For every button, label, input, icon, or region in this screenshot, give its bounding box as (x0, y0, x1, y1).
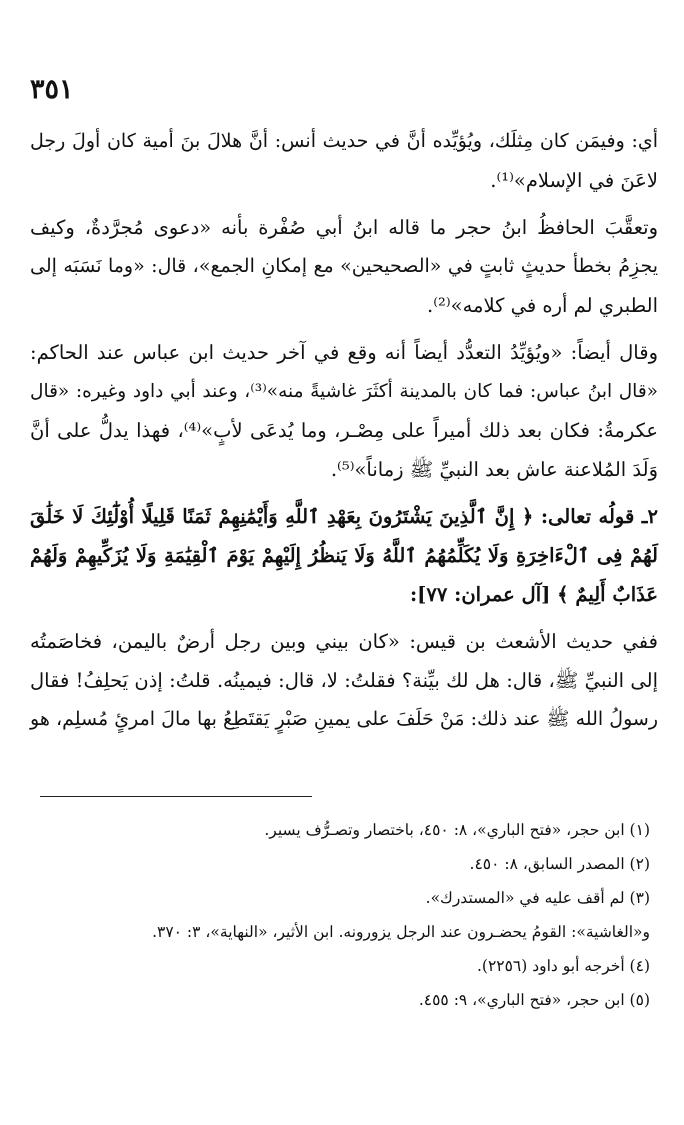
text-line: «قال ابنُ عباس: فما كان بالمدينة أكثَرَ غاشيةً منه»⁽³⁾، وعند أبي داود وغيره: «قال (30, 381, 658, 402)
text-line: عَذَابٌ أَلِيمٌ ﴾ [آل عمران: ٧٧]: (409, 583, 658, 606)
text-line: وقال أيضاً: «ويُؤيِّدُ التعدُّد أيضاً أنه وقع في آخر حديث ابن عباس عند الحاكم: (30, 341, 658, 364)
footnote-3-continuation: و«الغاشية»: القومُ يحضـرون عند الرجل يزورونه. ابن الأثير، «النهاية»، ٣: ٣٧٠. (152, 923, 650, 941)
text-line: رسولُ الله ﷺ عند ذلك: مَنْ حَلَفَ على يمينِ صَبْرٍ يَقتَطِعُ بها مالَ امرئٍ مُسلِم، هو (30, 708, 658, 730)
footnotes (30, 813, 650, 1017)
text-line: عكرمةُ: فكان بعد ذلك أميراً على مِصْـر، وما يُدعَى لأبٍ»⁽⁴⁾، فهذا يدلُّ على أنَّ (30, 419, 658, 442)
text-line: ففي حديث الأشعث بن قيس: «كان بيني وبين رجل أرضٌ باليمن، فخاصَمتُه (30, 630, 658, 653)
footnote-1: (١) ابن حجر، «فتح الباري»، ٨: ٤٥٠، باختصار وتصـرُّف يسير. (264, 821, 650, 839)
paragraph-2 (30, 208, 658, 325)
quran-verse-paragraph (30, 497, 658, 614)
text-line: وتعقَّبَ الحافظُ ابنُ حجر ما قاله ابنُ أبي صُفْرة بأنه «دعوى مُجرَّدةٌ، وكيف (30, 216, 658, 239)
text-line: إلى النبيِّ ﷺ، قال: هل لك بيِّنة؟ فقلتُ: لا، قال: فيمينُه. قلتُ: إذن يَحلِفُ! فقال (30, 669, 658, 692)
text-line: ٢ـ قولُه تعالى: ﴿ إِنَّ ٱلَّذِينَ يَشْتَرُونَ بِعَهْدِ ٱللَّهِ وَأَيْمَٰنِهِمْ ثَمَنًا قَلِيلًا أُوْلَٰٓئِكَ لَا خَلَٰقَ (30, 505, 658, 528)
paragraph-5 (30, 622, 658, 739)
text-line: وَلَدَ المُلاعنة عاش بعد النبيِّ ﷺ زماناً»⁽⁵⁾. (330, 458, 658, 481)
footnote-5: (٥) ابن حجر، «فتح الباري»، ٩: ٤٥٥. (418, 991, 650, 1009)
text-line: أي: وفيمَن كان مِثلَك، ويُؤيِّده أنَّ في حديث أنس: أنَّ هلالَ بنَ أمية كان أولَ رجل (30, 130, 658, 152)
footnote-separator (40, 796, 312, 797)
footnote-3: (٣) لم أقف عليه في «المستدرك». (425, 889, 650, 907)
text-line: يجزِمُ بخطأ حديثٍ ثابتٍ في «الصحيحين» مع إمكانِ الجمع»، قال: «وما نَسَبَه إلى (30, 255, 658, 277)
paragraph-1 (30, 122, 658, 200)
main-text (30, 122, 658, 747)
paragraph-3 (30, 333, 658, 489)
text-line: الطبري لم أره في كلامه»⁽²⁾. (427, 294, 658, 317)
text-line: لاعَنَ في الإسلام»⁽¹⁾. (490, 169, 658, 192)
page-number: ٣٥١ (30, 74, 74, 105)
text-line: لَهُمْ فِى ٱلْءَاخِرَةِ وَلَا يُكَلِّمُهُمُ ٱللَّهُ وَلَا يَنظُرُ إِلَيْهِمْ يَوْمَ ٱلْقِيَٰمَةِ وَلَا يُزَكِّيهِمْ وَلَهُمْ (30, 544, 658, 567)
footnote-4: (٤) أخرجه أبو داود (٢٢٥٦). (476, 957, 650, 975)
footnote-2: (٢) المصدر السابق، ٨: ٤٥٠. (469, 855, 650, 873)
